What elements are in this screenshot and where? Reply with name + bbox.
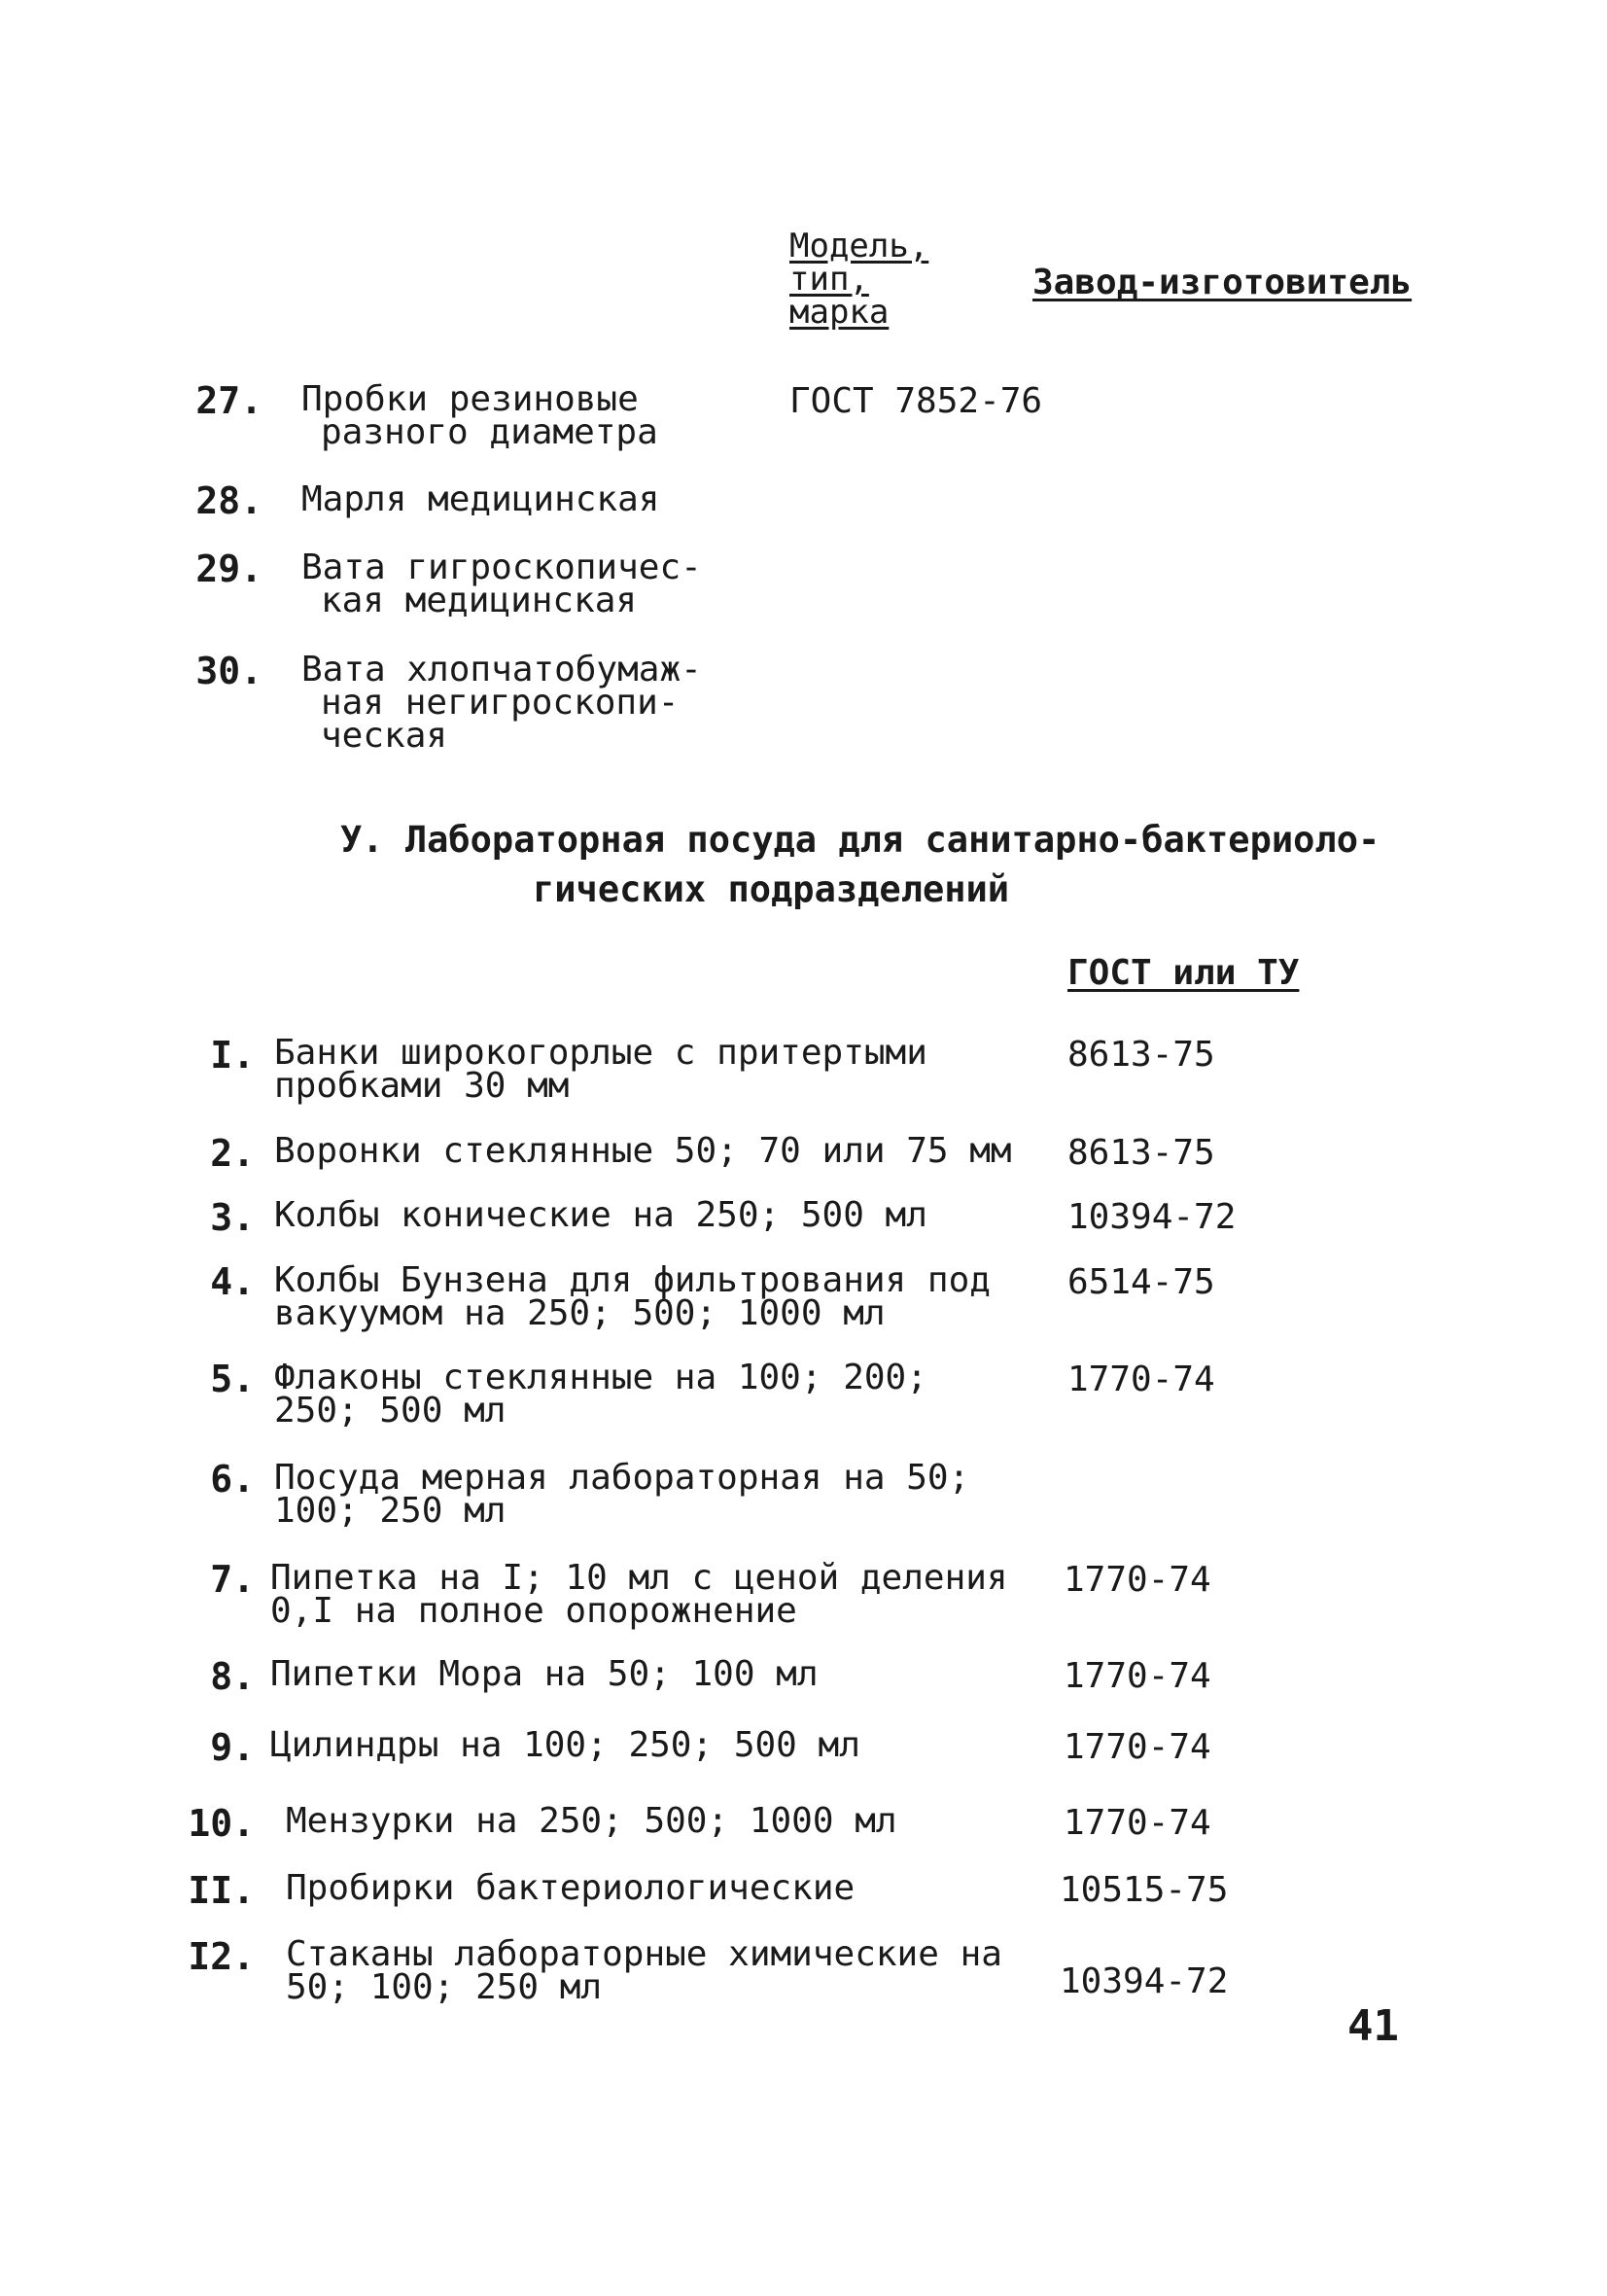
- item-4-line-2: вакуумом на 250; 500; 1000 мл: [274, 1293, 886, 1333]
- item-10-number: 10.: [188, 1802, 255, 1845]
- item-4-code: 6514-75: [1067, 1262, 1215, 1302]
- header-model-line-3: марка: [789, 293, 890, 332]
- item-29-number: 29.: [195, 548, 262, 590]
- item-5-line-1: Флаконы стеклянные на 100; 200;: [274, 1358, 927, 1397]
- item-2-line-1: Воронки стеклянные 50; 70 или 75 мм: [274, 1131, 1012, 1171]
- item-12-code: 10394-72: [1060, 1961, 1229, 2001]
- item-7-line-1: Пипетка на I; 10 мл с ценой деления: [270, 1558, 1008, 1598]
- item-29-line-2: кая медицинская: [321, 581, 638, 620]
- item-8-line-1: Пипетки Мора на 50; 100 мл: [270, 1654, 819, 1694]
- item-3-code: 10394-72: [1067, 1197, 1237, 1237]
- item-3-number: 3.: [210, 1196, 255, 1239]
- item-5-code: 1770-74: [1067, 1360, 1215, 1399]
- header-model-line-2: тип,: [789, 260, 869, 299]
- item-27-code: ГОСТ 7852-76: [789, 381, 1043, 421]
- item-11-number: II.: [188, 1869, 255, 1912]
- item-30-line-2: ная негигроскопи-: [321, 683, 680, 723]
- item-28-line-1: Марля медицинская: [301, 479, 660, 519]
- item-8-number: 8.: [210, 1655, 255, 1698]
- item-8-code: 1770-74: [1064, 1656, 1211, 1696]
- item-12-line-2: 50; 100; 250 мл: [286, 1967, 603, 2007]
- header-model-line-1: Модель,: [789, 227, 929, 265]
- item-5-number: 5.: [210, 1358, 255, 1400]
- item-9-line-1: Цилиндры на 100; 250; 500 мл: [270, 1725, 860, 1765]
- item-4-line-1: Колбы Бунзена для фильтрования под: [274, 1260, 991, 1300]
- item-6-number: 6.: [210, 1458, 255, 1501]
- item-1-code: 8613-75: [1067, 1035, 1215, 1075]
- item-12-line-1: Стаканы лабораторные химические на: [286, 1934, 1002, 1974]
- section-title-line-2: гических подразделений: [533, 868, 1010, 910]
- item-12-number: I2.: [188, 1935, 255, 1978]
- item-30-line-1: Вата хлопчатобумаж-: [301, 650, 702, 689]
- header-manufacturer: Завод-изготовитель: [1032, 263, 1413, 302]
- item-30-line-3: ческая: [321, 716, 448, 756]
- item-7-line-2: 0,I на полное опорожнение: [270, 1591, 797, 1631]
- item-2-number: 2.: [210, 1132, 255, 1175]
- item-2-code: 8613-75: [1067, 1133, 1215, 1173]
- item-1-number: I.: [210, 1034, 255, 1077]
- item-3-line-1: Колбы конические на 250; 500 мл: [274, 1195, 927, 1235]
- item-27-number: 27.: [195, 379, 262, 422]
- item-4-number: 4.: [210, 1260, 255, 1303]
- section-title-line-1: У. Лабораторная посуда для санитарно-бактериоло-: [340, 819, 1380, 861]
- item-1-line-2: пробками 30 мм: [274, 1066, 570, 1106]
- item-11-line-1: Пробирки бактериологические: [286, 1868, 856, 1908]
- column-header-gost: ГОСТ или ТУ: [1067, 953, 1300, 993]
- item-7-number: 7.: [210, 1558, 255, 1601]
- item-30-number: 30.: [195, 650, 262, 692]
- item-6-line-1: Посуда мерная лабораторная на 50;: [274, 1458, 970, 1498]
- item-10-code: 1770-74: [1064, 1803, 1211, 1843]
- item-29-line-1: Вата гигроскопичес-: [301, 548, 702, 587]
- item-7-code: 1770-74: [1064, 1560, 1211, 1600]
- item-1-line-1: Банки широкогорлые с притертыми: [274, 1033, 927, 1073]
- item-9-number: 9.: [210, 1726, 255, 1769]
- item-28-number: 28.: [195, 479, 262, 522]
- item-11-code: 10515-75: [1060, 1870, 1229, 1910]
- page-number: 41: [1347, 2001, 1399, 2051]
- item-5-line-2: 250; 500 мл: [274, 1391, 507, 1431]
- item-27-line-2: разного диаметра: [321, 412, 658, 452]
- item-6-line-2: 100; 250 мл: [274, 1491, 507, 1531]
- item-27-line-1: Пробки резиновые: [301, 379, 639, 419]
- item-10-line-1: Мензурки на 250; 500; 1000 мл: [286, 1801, 897, 1841]
- item-9-code: 1770-74: [1064, 1727, 1211, 1767]
